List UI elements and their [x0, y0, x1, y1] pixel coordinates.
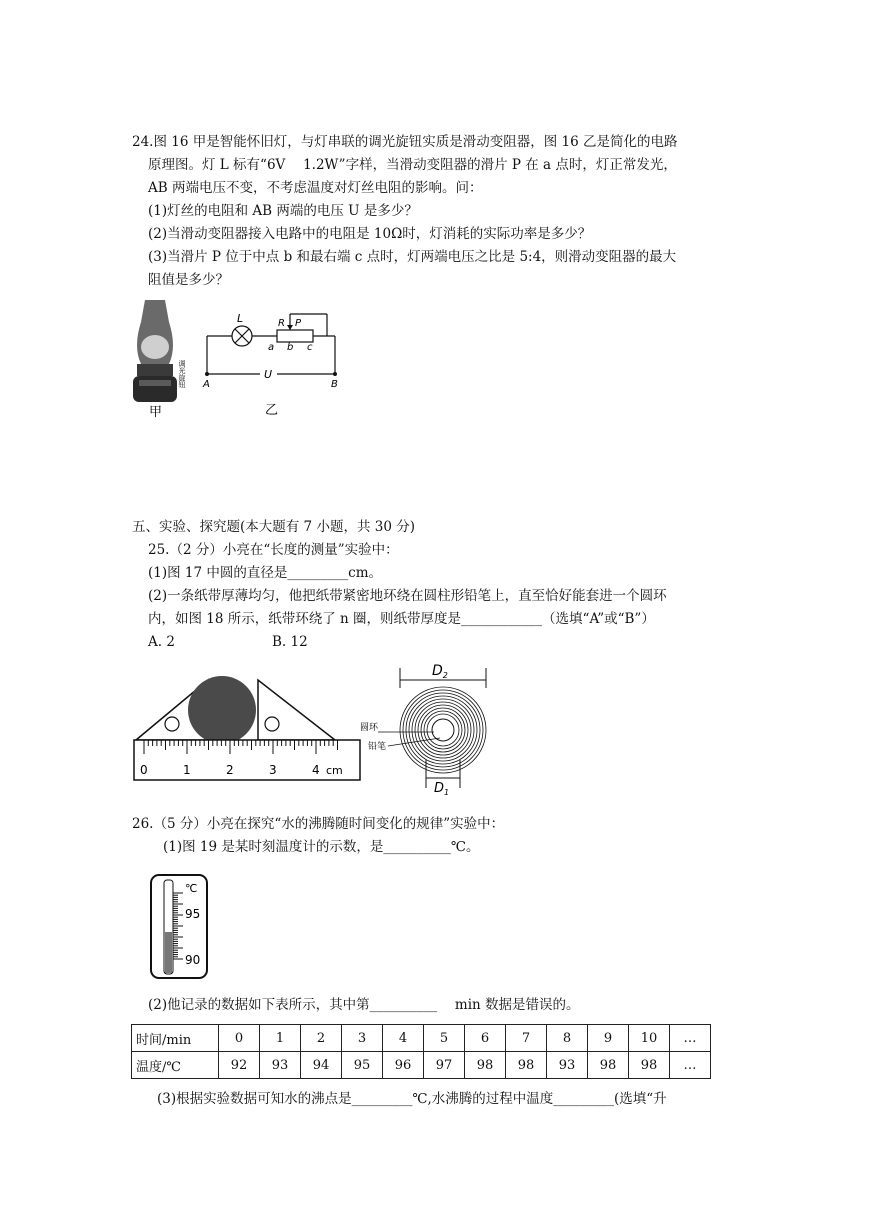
- label-R: R: [278, 318, 285, 329]
- knob-label: 调光旋钮: [178, 360, 186, 388]
- data-table: [131, 1024, 711, 1079]
- table-row-time: [132, 1025, 711, 1052]
- thermometer-label-90: 90: [185, 953, 201, 967]
- rheostat-symbol: [277, 330, 313, 342]
- right-square-hole: [265, 717, 279, 731]
- ruler-tick-2: 2: [226, 763, 234, 777]
- measured-circle: [188, 676, 256, 744]
- q24-sub3a: (3)当滑片 P 位于中点 b 和最右端 c 点时，灯两端电压之比是 5:4，则滑动变阻器的最大: [148, 249, 677, 265]
- table-cell: 6: [465, 1025, 506, 1052]
- figure-17-ruler: [130, 662, 370, 787]
- q25-option-a: A. 2: [148, 634, 175, 650]
- lamp-symbol: [232, 326, 252, 346]
- table-cell: …: [670, 1025, 711, 1052]
- thermometer-unit: ℃: [185, 882, 198, 895]
- q24-line1: 24.图 16 甲是智能怀旧灯，与灯串联的调光旋钮实质是滑动变阻器，图 16 乙是简化的电路: [132, 134, 678, 150]
- table-cell: 3: [342, 1025, 383, 1052]
- left-square-hole: [165, 717, 179, 731]
- terminal-a-dot: [205, 372, 209, 376]
- table-cell: 96: [383, 1052, 424, 1079]
- label-c: c: [307, 342, 313, 353]
- table-cell: 7: [506, 1025, 547, 1052]
- section5-heading: 五、实验、探究题(本大题有 7 小题，共 30 分): [132, 519, 415, 535]
- label-B: B: [331, 379, 338, 390]
- d1-label: $D_1$: [434, 781, 450, 795]
- table-cell: 5: [424, 1025, 465, 1052]
- lamp-illustration: [133, 300, 177, 402]
- slider-arrow: [287, 325, 293, 330]
- table-header-temp: 温度/℃: [132, 1052, 219, 1079]
- q26-sub1: (1)图 19 是某时刻温度计的示数，是__________℃。: [163, 839, 480, 855]
- q25-sub2a: (2)一条纸带厚薄均匀，他把纸带紧密地环绕在圆柱形铅笔上，直至恰好能套进一个圆环: [148, 588, 667, 604]
- mercury-column: [165, 932, 172, 973]
- ruler-tick-4: 4: [312, 763, 320, 777]
- circuit-caption: 乙: [265, 403, 279, 418]
- q25-sub2b: 内，如图 18 所示，纸带环绕了 n 圈，则纸带厚度是____________（选填“A”或“B”）: [148, 611, 655, 627]
- q25-intro: 25.（2 分）小亮在“长度的测量”实验中：: [148, 542, 399, 558]
- d2-label: $D_2$: [432, 663, 448, 680]
- table-cell: 1: [260, 1025, 301, 1052]
- table-cell: 9: [588, 1025, 629, 1052]
- q24-sub3b: 阻值是多少？: [148, 272, 229, 288]
- label-P: P: [295, 318, 302, 329]
- label-a: a: [268, 342, 275, 353]
- q26-intro: 26.（5 分）小亮在探究“水的沸腾随时间变化的规律”实验中：: [132, 816, 505, 832]
- label-b: b: [287, 342, 294, 353]
- q25-sub1: (1)图 17 中圆的直径是_________cm。: [148, 565, 382, 581]
- table-cell: 4: [383, 1025, 424, 1052]
- ruler-tick-1: 1: [183, 763, 191, 777]
- figure-19-thermometer: [148, 872, 213, 982]
- table-cell: 2: [301, 1025, 342, 1052]
- table-cell: 93: [547, 1052, 588, 1079]
- label-L: L: [237, 312, 244, 325]
- q24-line2: 原理图。灯 L 标有“6V 1.2W”字样，当滑动变阻器的滑片 P 在 a 点时，灯正常发光，: [148, 157, 677, 173]
- q24-line3: AB 两端电压不变，不考虑温度对灯丝电阻的影响。问：: [148, 180, 483, 196]
- table-cell: 10: [629, 1025, 670, 1052]
- label-U: U: [264, 368, 273, 381]
- q24-sub2: (2)当滑动变阻器接入电路中的电阻是 10Ω时，灯消耗的实际功率是多少？: [148, 226, 592, 242]
- label-A: A: [203, 379, 210, 390]
- table-cell: 98: [629, 1052, 670, 1079]
- q25-option-b: B. 12: [272, 634, 308, 650]
- table-cell: 92: [219, 1052, 260, 1079]
- table-header-time: 时间/min: [132, 1025, 219, 1052]
- pencil-core: [432, 719, 454, 741]
- table-row-temp: [132, 1052, 711, 1079]
- ruler-tick-0: 0: [140, 763, 148, 777]
- thermometer-label-95: 95: [185, 907, 201, 921]
- lamp-caption: 甲: [149, 405, 163, 420]
- pencil-label: 铅笔: [368, 742, 387, 752]
- ring-label: 圆环: [360, 723, 379, 733]
- ruler-tick-3: 3: [269, 763, 277, 777]
- table-cell: 0: [219, 1025, 260, 1052]
- figure-16: [125, 292, 355, 422]
- q26-sub2: (2)他记录的数据如下表所示，其中第__________ min 数据是错误的。: [148, 997, 580, 1013]
- table-cell: 98: [588, 1052, 629, 1079]
- table-cell: 8: [547, 1025, 588, 1052]
- table-cell: 98: [506, 1052, 547, 1079]
- figure-18-rings: [360, 660, 500, 795]
- table-cell: 98: [465, 1052, 506, 1079]
- table-cell: 94: [301, 1052, 342, 1079]
- table-cell: 97: [424, 1052, 465, 1079]
- table-cell: …: [670, 1052, 711, 1079]
- table-cell: 93: [260, 1052, 301, 1079]
- ruler-unit: cm: [326, 764, 343, 777]
- q24-sub1: (1)灯丝的电阻和 AB 两端的电压 U 是多少？: [148, 203, 418, 219]
- table-cell: 95: [342, 1052, 383, 1079]
- q26-sub3: (3)根据实验数据可知水的沸点是_________℃,水沸腾的过程中温度_________(选填“升: [157, 1091, 667, 1107]
- terminal-b-dot: [333, 372, 337, 376]
